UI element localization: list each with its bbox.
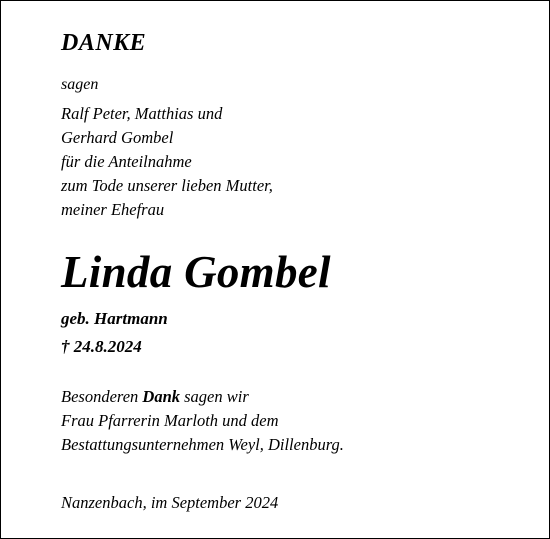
special-thanks-line-1 <box>61 385 344 409</box>
intro-text: sagen <box>61 76 99 93</box>
special-thanks-text: sagen wir <box>180 387 249 406</box>
special-thanks-line-2: Frau Pfarrerin Marloth und dem <box>61 411 279 430</box>
deceased-name: Linda Gombel <box>61 247 331 297</box>
special-thanks-text: Besonderen <box>61 387 143 406</box>
place-date: Nanzenbach, im September 2024 <box>61 493 279 512</box>
special-thanks-emphasis: Dank <box>142 387 180 406</box>
thanks-line: für die Anteilnahme <box>61 152 192 171</box>
birth-name: geb. Hartmann <box>61 309 168 328</box>
death-date: † 24.8.2024 <box>61 337 142 356</box>
thanks-line: meiner Ehefrau <box>61 200 165 219</box>
thanks-line: Gerhard Gombel <box>61 128 174 147</box>
thanks-block <box>61 102 273 222</box>
special-thanks-line-3: Bestattungsunternehmen Weyl, Dillenburg. <box>61 435 344 454</box>
special-thanks-block <box>61 385 344 457</box>
notice-title: DANKE <box>61 30 147 56</box>
thanks-line: zum Tode unserer lieben Mutter, <box>61 176 273 195</box>
thanks-line: Ralf Peter, Matthias und <box>61 104 223 123</box>
